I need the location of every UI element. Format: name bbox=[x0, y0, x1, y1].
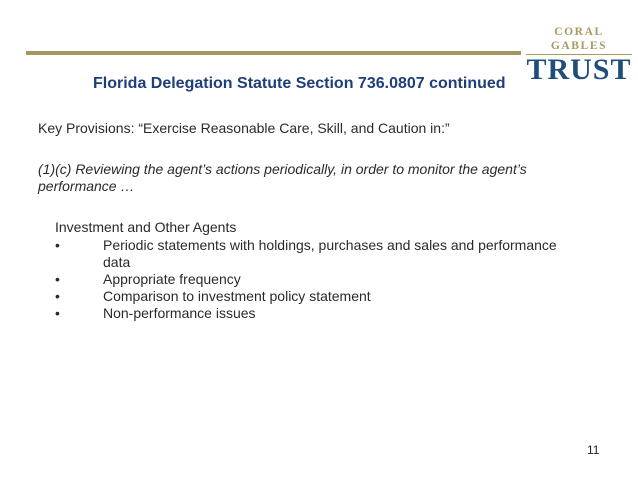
logo-bottom-text: TRUST bbox=[526, 53, 632, 86]
list-item-text: Comparison to investment policy statement bbox=[103, 288, 371, 304]
list-item bbox=[55, 271, 575, 288]
bullet-icon: • bbox=[55, 305, 60, 321]
list-item bbox=[55, 288, 575, 305]
list-item bbox=[55, 305, 575, 322]
bullet-list bbox=[55, 237, 575, 322]
list-item-text: Periodic statements with holdings, purchases and sales and performance data bbox=[103, 237, 557, 270]
key-provisions-text: Key Provisions: “Exercise Reasonable Care, Skill, and Caution in:” bbox=[38, 120, 450, 136]
list-item-text: Appropriate frequency bbox=[103, 271, 241, 287]
bullet-icon: • bbox=[55, 271, 60, 287]
provision-text: (1)(c) Reviewing the agent’s actions periodically, in order to monitor the agent’s performance … bbox=[38, 161, 527, 194]
list-item-text: Non-performance issues bbox=[103, 305, 256, 321]
bullet-icon: • bbox=[55, 237, 60, 253]
slide-title: Florida Delegation Statute Section 736.0807 continued bbox=[93, 75, 506, 92]
coral-gables-trust-logo bbox=[526, 25, 632, 86]
logo-top-text: CORAL GABLES bbox=[526, 25, 632, 55]
header-divider bbox=[26, 51, 521, 55]
section-heading: Investment and Other Agents bbox=[55, 219, 237, 235]
page-number: 11 bbox=[587, 443, 600, 457]
list-item bbox=[55, 237, 575, 271]
bullet-icon: • bbox=[55, 288, 60, 304]
